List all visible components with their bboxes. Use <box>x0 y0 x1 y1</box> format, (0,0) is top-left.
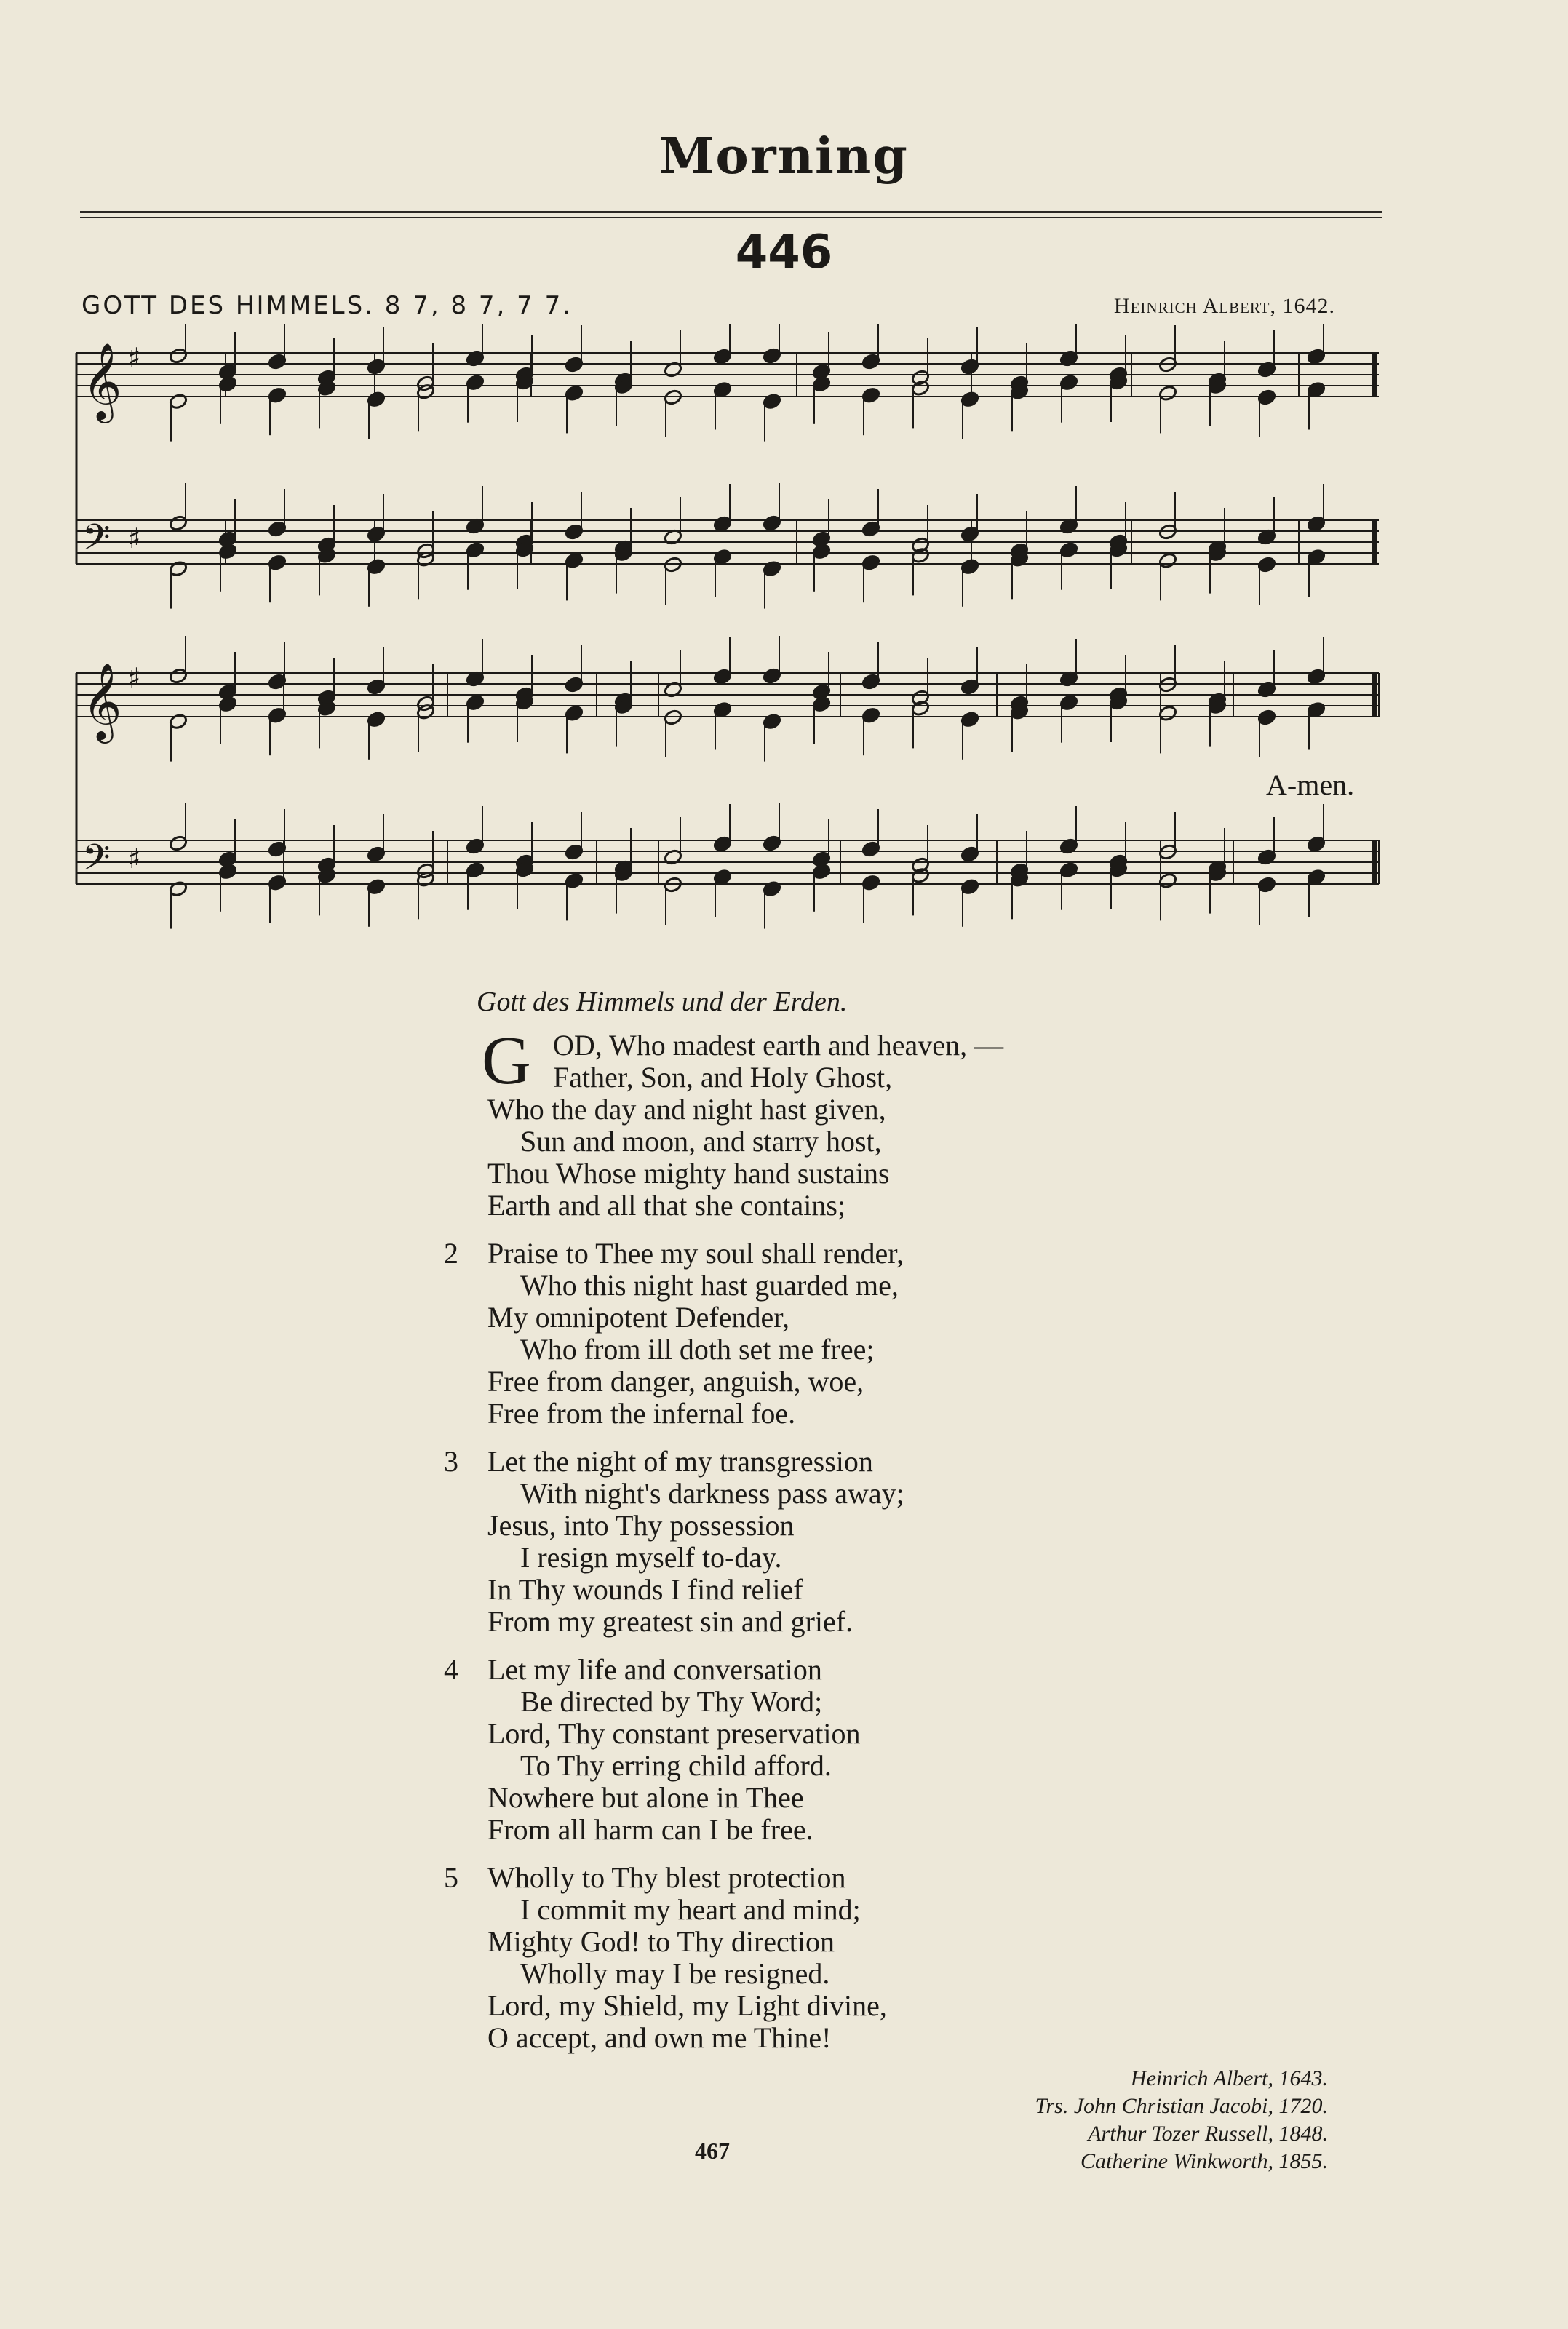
verse-2 <box>444 1238 1317 1430</box>
bass-clef-icon: 𝄢 <box>82 517 111 568</box>
verse-line: With night's darkness pass away; <box>520 1477 904 1510</box>
verse-line: Jesus, into Thy possession <box>487 1509 795 1542</box>
key-signature-sharp-icon: ♯ <box>127 843 141 875</box>
drop-cap: G <box>482 1023 531 1099</box>
verse-line: OD, Who madest earth and heaven, — <box>553 1029 1004 1062</box>
original-title: Gott des Himmels und der Erden. <box>477 987 848 1017</box>
verse-line: Let the night of my transgression <box>487 1445 873 1478</box>
verse-line: Nowhere but alone in Thee <box>487 1781 804 1814</box>
page-number: 467 <box>695 2138 730 2164</box>
tune-composer: Heinrich Albert, 1642. <box>1113 294 1335 318</box>
verse-3 <box>444 1446 1317 1638</box>
verse-line: I commit my heart and mind; <box>520 1893 861 1926</box>
verse-number: 3 <box>444 1445 458 1478</box>
verse-line: Wholly may I be resigned. <box>520 1957 830 1990</box>
treble-clef-icon: 𝄞 <box>82 662 122 740</box>
credit-line: Arthur Tozer Russell, 1848. <box>1088 2122 1328 2146</box>
key-signature-sharp-icon: ♯ <box>127 662 141 694</box>
verse-line: Father, Son, and Holy Ghost, <box>553 1061 893 1094</box>
verse-line: Who from ill doth set me free; <box>520 1333 875 1366</box>
verse-line: Free from the infernal foe. <box>487 1397 796 1430</box>
verse-line: In Thy wounds I find relief <box>487 1573 803 1606</box>
verse-1 <box>444 1023 1317 1222</box>
verse-line: Sun and moon, and starry host, <box>520 1125 882 1158</box>
credit-line: Catherine Winkworth, 1855. <box>1081 2149 1328 2173</box>
header-rule <box>80 211 1382 213</box>
verse-number: 2 <box>444 1237 458 1270</box>
hymn-verses <box>444 1023 1317 2070</box>
verse-line: Lord, my Shield, my Light divine, <box>487 1989 887 2022</box>
verse-line: Who this night hast guarded me, <box>520 1269 899 1302</box>
credit-line: Trs. John Christian Jacobi, 1720. <box>1035 2094 1328 2118</box>
credit-line: Heinrich Albert, 1643. <box>1130 2066 1328 2090</box>
verse-line: Lord, Thy constant preservation <box>487 1717 861 1750</box>
header-rule-thin <box>80 217 1382 218</box>
verse-line: Be directed by Thy Word; <box>520 1685 823 1718</box>
section-title: Morning <box>659 127 909 186</box>
verse-line: My omnipotent Defender, <box>487 1301 789 1334</box>
key-signature-sharp-icon: ♯ <box>127 342 141 374</box>
verse-line: Free from danger, anguish, woe, <box>487 1365 864 1398</box>
tune-name: GOTT DES HIMMELS. 8 7, 8 7, 7 7. <box>81 291 573 320</box>
verse-number: 5 <box>444 1861 458 1894</box>
verse-line: Wholly to Thy blest protection <box>487 1861 846 1894</box>
bass-clef-icon: 𝄢 <box>82 837 111 888</box>
verse-line: From my greatest sin and grief. <box>487 1605 853 1638</box>
music-score <box>69 324 1401 964</box>
verse-line: Who the day and night hast given, <box>487 1093 886 1126</box>
verse-line: Thou Whose mighty hand sustains <box>487 1157 890 1190</box>
music-notation-svg <box>69 324 1401 964</box>
verse-line: Let my life and conversation <box>487 1653 822 1686</box>
key-signature-sharp-icon: ♯ <box>127 522 141 554</box>
treble-clef-icon: 𝄞 <box>82 342 122 420</box>
verse-line: From all harm can I be free. <box>487 1813 813 1846</box>
verse-line: O accept, and own me Thine! <box>487 2021 832 2054</box>
hymn-number: 446 <box>735 226 833 279</box>
amen-text: A-men. <box>1266 768 1355 801</box>
verse-line: I resign myself to-day. <box>520 1541 782 1574</box>
verse-number: 4 <box>444 1653 458 1686</box>
verse-4 <box>444 1654 1317 1846</box>
author-credits <box>1035 2065 1328 2175</box>
verse-5 <box>444 1862 1317 2054</box>
verse-line: Earth and all that she contains; <box>487 1189 846 1222</box>
verse-line: To Thy erring child afford. <box>520 1749 832 1782</box>
verse-line: Mighty God! to Thy direction <box>487 1925 835 1958</box>
verse-line: Praise to Thee my soul shall render, <box>487 1237 904 1270</box>
